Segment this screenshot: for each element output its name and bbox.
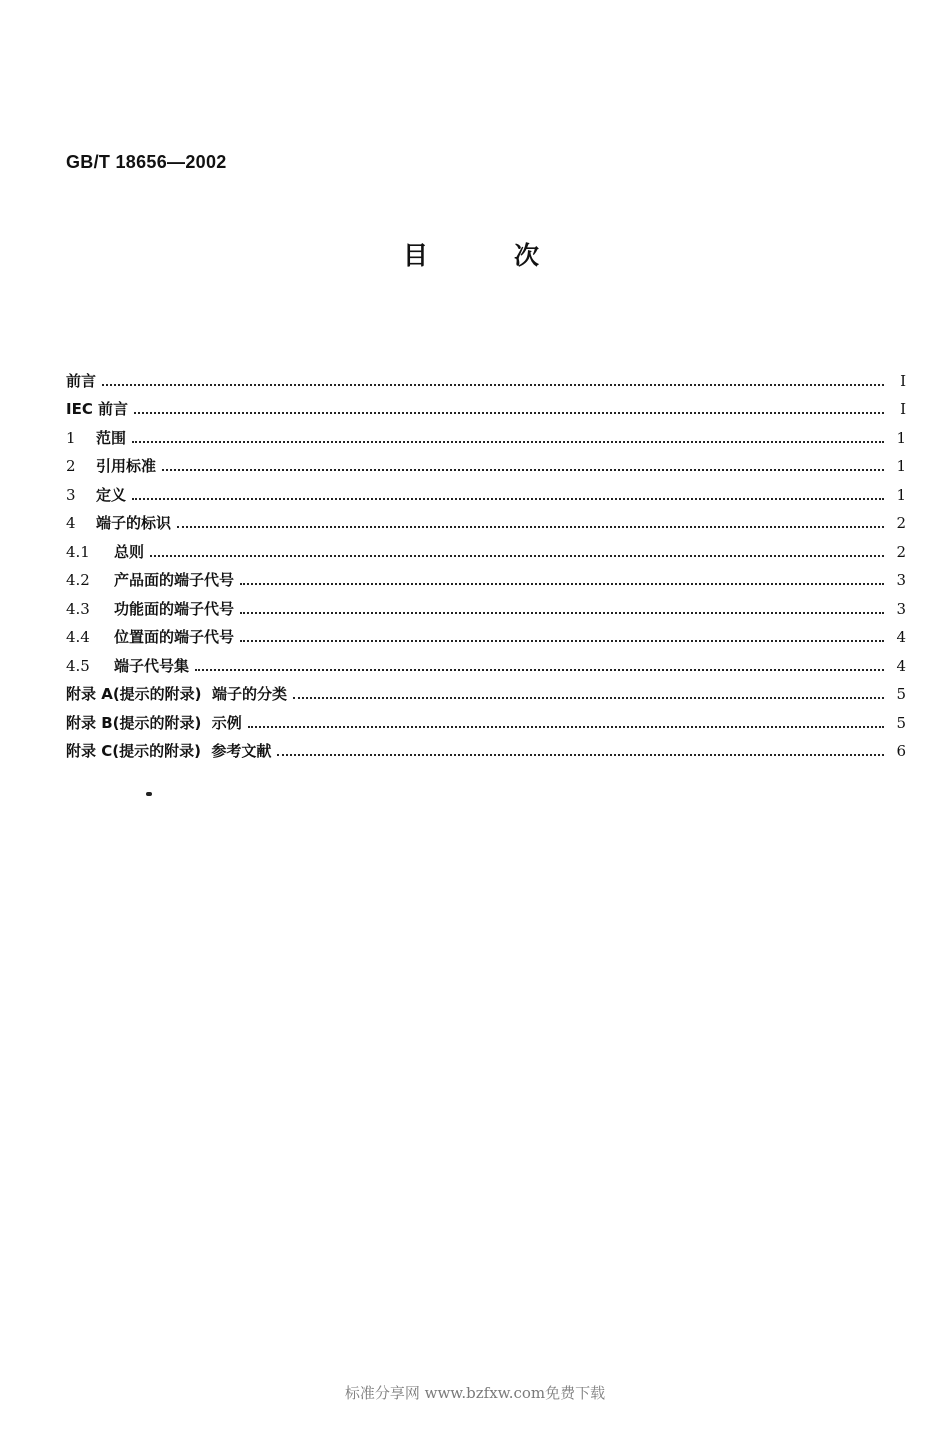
toc-entry-number: 3 bbox=[66, 485, 76, 504]
toc-entry-title: 附录 B(提示的附录) 示例 bbox=[66, 713, 242, 732]
toc-entry-title: 位置面的端子代号 bbox=[114, 628, 235, 646]
toc-entry-annex-a[interactable] bbox=[66, 676, 906, 705]
toc-entry-page: 5 bbox=[896, 713, 906, 732]
toc-entry-number: 4.2 bbox=[66, 571, 90, 589]
dot-leader bbox=[293, 697, 884, 699]
dot-leader bbox=[177, 526, 884, 528]
toc-entry-number: 2 bbox=[66, 457, 76, 475]
toc-entry-title: 端子的标识 bbox=[96, 514, 172, 532]
toc-entry-page: 4 bbox=[896, 628, 906, 646]
toc-entry-product-aspect[interactable] bbox=[66, 562, 906, 591]
toc-entry-annex-b[interactable] bbox=[66, 704, 906, 733]
toc-entry-title: 附录 C(提示的附录) 参考文献 bbox=[66, 742, 272, 760]
toc-entry-title: IEC 前言 bbox=[66, 400, 129, 418]
toc-entry-page: 2 bbox=[896, 514, 906, 532]
toc-entry-title: 端子代号集 bbox=[114, 656, 190, 675]
dot-leader bbox=[134, 412, 884, 414]
toc-entry-title: 功能面的端子代号 bbox=[114, 599, 235, 618]
dot-leader bbox=[240, 640, 884, 642]
toc-entry-number: 4.5 bbox=[66, 656, 90, 675]
toc-entry-number: 1 bbox=[66, 428, 76, 447]
dot-leader bbox=[240, 612, 884, 614]
toc-entry-terminal-designation[interactable] bbox=[66, 505, 906, 534]
toc-entry-foreword[interactable] bbox=[66, 362, 906, 391]
toc-entry-general[interactable] bbox=[66, 533, 906, 562]
toc-entry-page: Ⅰ bbox=[900, 371, 906, 390]
toc-entry-page: 5 bbox=[896, 685, 906, 703]
toc-entry-page: 1 bbox=[896, 428, 906, 447]
dot-leader bbox=[240, 583, 884, 585]
table-of-contents bbox=[66, 362, 906, 761]
toc-entry-definitions[interactable] bbox=[66, 476, 906, 505]
toc-entry-page: 3 bbox=[896, 599, 906, 618]
toc-entry-location-aspect[interactable] bbox=[66, 619, 906, 648]
toc-entry-page: 4 bbox=[896, 656, 906, 675]
dot-leader bbox=[248, 726, 884, 728]
toc-entry-page: Ⅰ bbox=[900, 400, 906, 418]
toc-entry-number: 4.3 bbox=[66, 599, 90, 618]
toc-entry-annex-c[interactable] bbox=[66, 733, 906, 762]
toc-entry-page: 1 bbox=[896, 485, 906, 504]
page-title: 目次 bbox=[402, 241, 625, 270]
dot-leader bbox=[150, 555, 884, 557]
toc-entry-title: 总则 bbox=[114, 542, 145, 561]
toc-entry-page: 6 bbox=[896, 742, 906, 760]
toc-entry-scope[interactable] bbox=[66, 419, 906, 448]
scan-speck bbox=[146, 792, 152, 796]
toc-entry-page: 3 bbox=[896, 571, 906, 589]
toc-entry-number: 4.1 bbox=[66, 542, 90, 561]
toc-entry-number: 4.4 bbox=[66, 628, 90, 646]
standard-number: GB/T 18656—2002 bbox=[66, 152, 227, 172]
toc-entry-designation-set[interactable] bbox=[66, 647, 906, 676]
toc-entry-iec-foreword[interactable] bbox=[66, 391, 906, 420]
toc-entry-number: 4 bbox=[66, 514, 76, 532]
footer-watermark: 标准分享网 www.bzfxw.com免费下载 bbox=[344, 1384, 606, 1402]
toc-entry-page: 2 bbox=[896, 542, 906, 561]
dot-leader bbox=[195, 669, 884, 671]
dot-leader bbox=[162, 469, 884, 471]
dot-leader bbox=[102, 384, 884, 386]
dot-leader bbox=[277, 754, 884, 756]
toc-entry-title: 附录 A(提示的附录) 端子的分类 bbox=[66, 685, 287, 703]
toc-entry-page: 1 bbox=[896, 457, 906, 475]
dot-leader bbox=[132, 441, 884, 443]
dot-leader bbox=[132, 498, 884, 500]
toc-entry-title: 引用标准 bbox=[96, 457, 157, 475]
toc-entry-title: 前言 bbox=[66, 371, 97, 390]
toc-entry-title: 定义 bbox=[96, 485, 127, 504]
toc-entry-title: 产品面的端子代号 bbox=[114, 571, 235, 589]
toc-entry-function-aspect[interactable] bbox=[66, 590, 906, 619]
toc-entry-normative-references[interactable] bbox=[66, 448, 906, 477]
toc-entry-title: 范围 bbox=[96, 428, 127, 447]
